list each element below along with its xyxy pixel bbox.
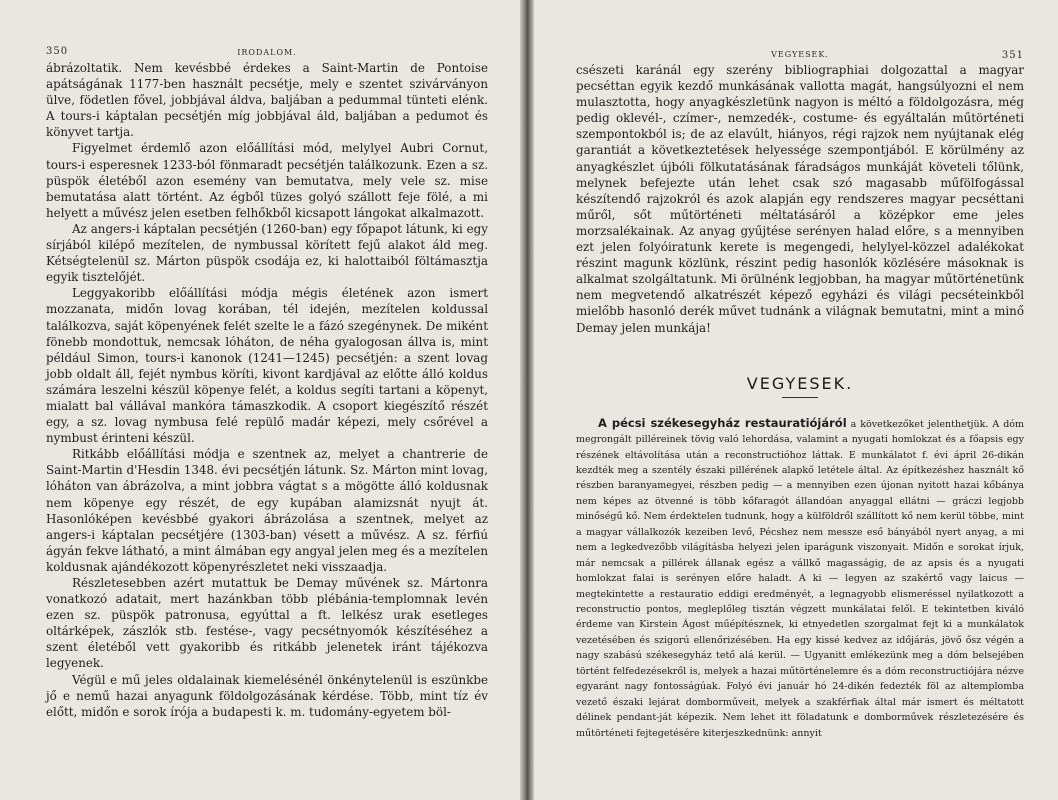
page-number: 351 bbox=[1001, 50, 1024, 61]
paragraph: Végül e mű jeles oldalainak kiemelésénél önkénytelenül is eszünkbe jő e nemű hazai anyagunk földolgozásának kérdése. Több, mint tíz év előtt, midőn e sorok írója a budapesti k. m. tudomány-egyetem böl- bbox=[46, 672, 488, 719]
left-page-header bbox=[46, 42, 488, 60]
paragraph: Az angers-i káptalan pecsétjén (1260-ban) egy főpapot látunk, ki egy sírjából kilépő mezítelen, de nymbussal körített fejű alakot áld meg. Kétségtelenül sz. Márton püspök csodája ez, ki halottaiból föltámasztja egyik tisztelőjét. bbox=[46, 221, 488, 285]
paragraph: Ritkább előállítási módja e szentnek az, melyet a chantrerie de Saint-Martin d'Hesdin 1348. évi pecsétjén látunk. Sz. Márton mint lovag, lóháton van ábrázolva, a mint jobbra vágtat s a mögötte álló koldusnak nem köpenye egy részét, de egy kupában alamizsnát nyujt át. Hasonlóképen kevésbbé gyakori ábrázolása a szentnek, melyet az angers-i káptalan pecsétjére (1303-ban) vésett a művész. A sz. férfiú ágyán fekve látható, a mint álmában egy angyal jelen meg és a mezítelen koldusnak ajándékozott köpenyrészletet neki visszaadja. bbox=[46, 447, 488, 574]
news-item bbox=[576, 416, 1024, 742]
right-page bbox=[528, 0, 1058, 800]
running-head: VEGYESEK. bbox=[771, 50, 829, 59]
paragraph: Részletesebben azért mutattuk be Demay művének sz. Mártonra vonatkozó adatait, mert hazánkban több plébánia-templomnak levén ezen sz. püspök patronusa, egyúttal a ft. lelkész urak esetleges oltárképek, zászlók stb. festése-, vagy pecsétnyomók készítéséhez a szent életéből vett gyakoribb és ritkább jelenetek iránt tájékozva legyenek. bbox=[46, 576, 488, 671]
paragraph: csészeti karánál egy szerény bibliographiai dolgozattal a magyar pecséttan egyik kezdő munkásának vallotta magát, hangsúlyozni el nem mulasztotta, hogy anyagkészletünk nagyon is méltó a földolgozásra, még pedig oklevél-, czímer-, nemzedék-, costume- és egyáltalán műtörténeti szempontokból is; de az elavúlt, hiányos, régi rajzok nem nyújtanak elég garantiát a következtetések helyessége szempontjából. E körülmény az anyagkészlet újbóli fölkutatásának fáradságos munkáját követeli tőlünk, melynek befejezte után lehet csak szó magasabb műfölfogással készítendő rajzokról és azok alapján egy rendszeres magyar pecséttani műről, sőt műtörténeti méltatásáról a középkor eme jeles morzsalékainak. Az anyag gyűjtése serényen halad előre, s a mennyiben ezt jelen folyóiratunk kerete is megengedi, helylyel-közzel adalékokat részint magunk közlünk, részint pedig hasonlók közlésére másoknak is alkalmat szolgáltatunk. Mi örülnénk legjobban, ha magyar műtörténetünk nem megvetendő alkatrészét képező egyházi és világi pecséteinkből mielőbb hasonló derék művet tudnánk a világnak bemutatni, mint a minő Demay jelen munkája! bbox=[576, 63, 1024, 335]
running-head: IRODALOM. bbox=[237, 48, 297, 57]
book-gutter bbox=[520, 0, 534, 800]
paragraph: Figyelmet érdemlő azon előállítási mód, melylyel Aubri Cornut, tours-i esperesnek 1233-ból fönmaradt pecsétjén találkozunk. Ezen a sz. püspök életéből azon esemény van bemutatva, mely vele sz. mise bemutatása alatt történt. Az égből tüzes golyó szállott feje fölé, a mi helyett a művész jelen esetben felhőkből kicsapott lángokat alkalmazott. bbox=[46, 141, 488, 220]
left-page bbox=[0, 0, 526, 800]
section-title: VEGYESEK. bbox=[746, 373, 854, 393]
right-page-body bbox=[576, 62, 1024, 336]
news-text: a következőket jelenthetjük. A dóm megrongált pilléreinek tövig való lehordása, valamint a nyugati homlokzat és a főapsis egy részének eltávolítása után a reconstructióhoz láttak. E munkálatot f. évi ápril 26-dikán kezdték meg a szentély északi pillérének alapkő letétele által. Az építkezéshez használt kő részben baranyamegyei, részben pedig — a mennyiben ezen újonan nyitott hazai kőbánya nem képes az ötvenné is több kőfaragót állandóan anyaggal ellátni — gráczi legjobb minőségű kő. Nem érdektelen tudnunk, hogy a külföldről szállított kő nem kerül többe, mint a magyar vállalkozók kezeiben levő, Pécshez nem messze eső bányából nyert anyag, a mi nem a legkedvezőbb világításba helyezi jelen iparágunk viszonyait. Midőn e sorokat írjuk, már nemcsak a pillérek állanak egész a vállkő magasságig, de az apsis és a nyugati homlokzat falai is serényen előre haladt. A ki — legyen az szakértő vagy laicus — megtekintette a restauratio eddigi eredményét, a legnagyobb elismeréssel nyilatkozott a reconstructio pontos, megleplőleg tisztán végzett munkálatai felől. E tekintetben kiváló érdeme van Kirstein Ágost műépítésznek, ki etnyedetlen szorgalmat fejt ki a munkálatok vezetésében és szigorú ellenőrizésében. Ha egy kissé kedvez az időjárás, jövő ősz végén a nagy szabású székesegyház tető alá kerül. — Ugyanitt emlékezünk meg a dóm belsejében történt felfedezésekről is, melyek a hazai műtörténelemre és a dóm reconstructiójára nézve egyaránt nagy fontosságúak. Folyó évi január hó 24-dikén fedezték föl az altemplomba vezető északi lejárat domborműveit, melyek a szakférfiak által már ismert és méltatott délinek pendant-ját képezik. Nem lehet itt föladatunk e domborművek részletezésére és műtörténeti fejtegetésére kiterjeszkednünk: annyit bbox=[576, 418, 1024, 739]
news-lead: A pécsi székesegyház restauratiójáról bbox=[598, 415, 847, 430]
paragraph: ábrázoltatik. Nem kevésbbé érdekes a Saint-Martin de Pontoise apátságának 1177-ben használt pecsétje, mely e szentet szivárványon ülve, födetlen fővel, jobbjával áldva, baljában a pedummal tünteti elénk. A tours-i káptalan pecsétjén míg jobbjával áld, baljában a pedumot és könyvet tartja. bbox=[46, 61, 488, 140]
right-page-header bbox=[576, 44, 1024, 62]
left-page-body bbox=[46, 60, 488, 720]
divider bbox=[782, 397, 818, 398]
paragraph: Leggyakoribb előállítási módja mégis életének azon ismert mozzanata, midőn lovag korában, tél idején, mezítelen koldussal találkozva, saját köpenyének felét szelte le a fázó szegénynek. De miként fönebb mondottuk, nemcsak lóháton, de néha gyalogosan állva is, mint például Simon, tours-i kanonok (1241—1245) pecsétjén: a szent lovag jobb oldalt áll, fejét nymbus köríti, kivont kardjával az előtte álló koldus számára leszelni készül köpenye felét, a koldus segíti tartani a köpenyt, mialatt bal vállával mankóra támaszkodik. A csoport kiegészítő részét egy, a sz. lovag nymbusa felé repülő madár képezi, mely csőrével a nymbust érinteni készül. bbox=[46, 286, 488, 446]
page-number: 350 bbox=[46, 46, 69, 57]
